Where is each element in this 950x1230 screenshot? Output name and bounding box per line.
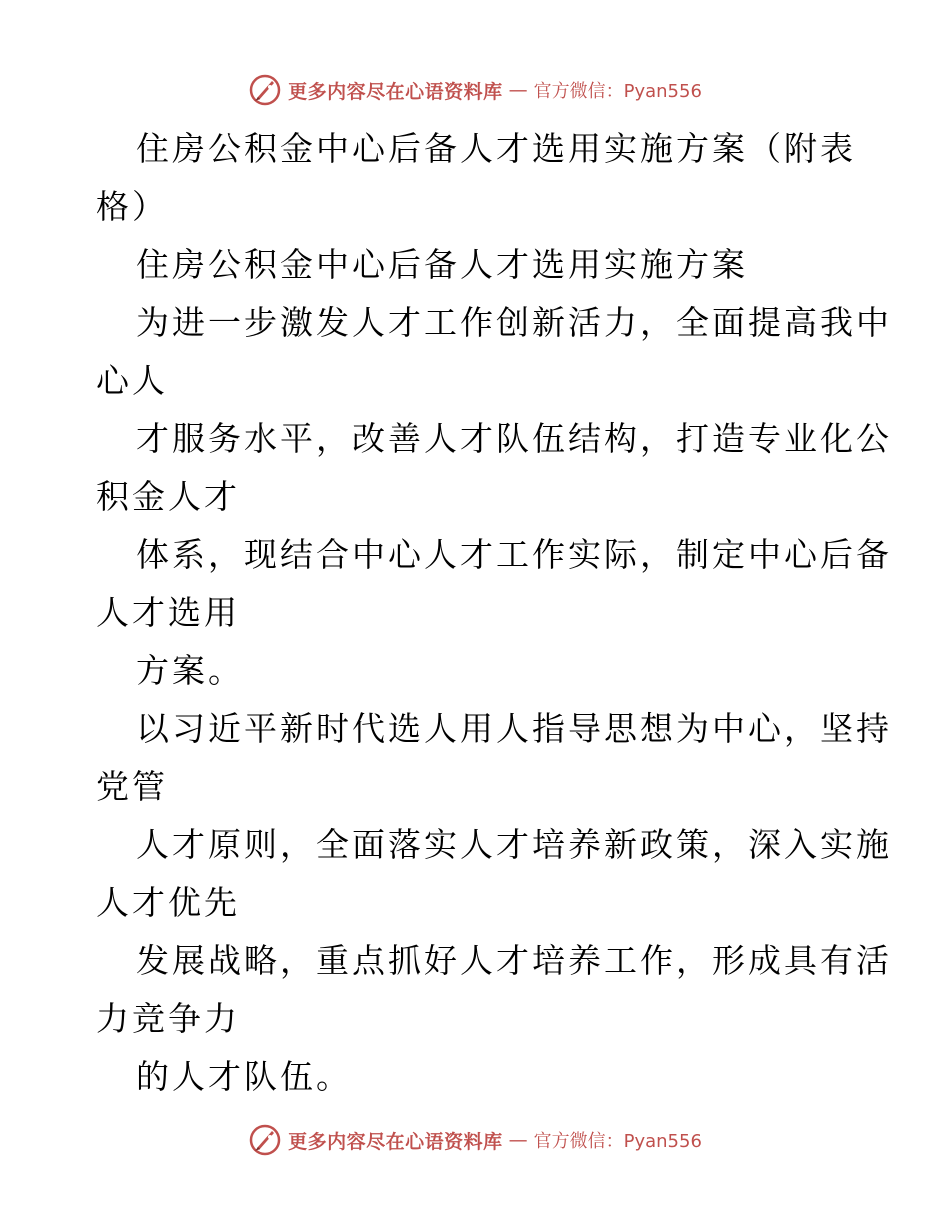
paragraph-line: 力竞争力 [96,999,240,1038]
paragraph-line: 发展战略，重点抓好人才培养工作，形成具有活 [136,941,892,980]
paragraph-line: 党管 [96,767,168,806]
banner-text: 更多内容尽在心语资料库 [288,80,503,103]
quill-pen-icon [248,73,282,107]
quill-pen-icon [248,1123,282,1157]
paragraph-line: 心人 [96,361,168,400]
paragraph-line: 方案。 [136,651,244,690]
banner-text: 更多内容尽在心语资料库 [288,1130,503,1153]
header-banner [0,70,950,110]
paragraph-line: 人才选用 [96,593,240,632]
banner-dash: — [508,79,528,101]
doc-title-line-cont: 格） [96,187,168,226]
paragraph-line: 的人才队伍。 [136,1057,352,1096]
doc-title-line: 住房公积金中心后备人才选用实施方案（附表 [136,129,856,168]
footer-banner [0,1120,950,1160]
document-body [96,120,892,1106]
doc-subtitle: 住房公积金中心后备人才选用实施方案 [136,245,748,284]
paragraph-line: 人才优先 [96,883,240,922]
banner-dash: — [508,1129,528,1151]
paragraph-line: 才服务水平，改善人才队伍结构，打造专业化公 [136,419,892,458]
banner-wechat: 官方微信：Pyan556 [533,1131,702,1152]
paragraph-line: 体系，现结合中心人才工作实际，制定中心后备 [136,535,892,574]
paragraph-line: 以习近平新时代选人用人指导思想为中心，坚持 [136,709,892,748]
paragraph-line: 为进一步激发人才工作创新活力，全面提高我中 [136,303,892,342]
banner-wechat: 官方微信：Pyan556 [533,81,702,102]
paragraph-line: 积金人才 [96,477,240,516]
paragraph-line: 人才原则，全面落实人才培养新政策，深入实施 [136,825,892,864]
